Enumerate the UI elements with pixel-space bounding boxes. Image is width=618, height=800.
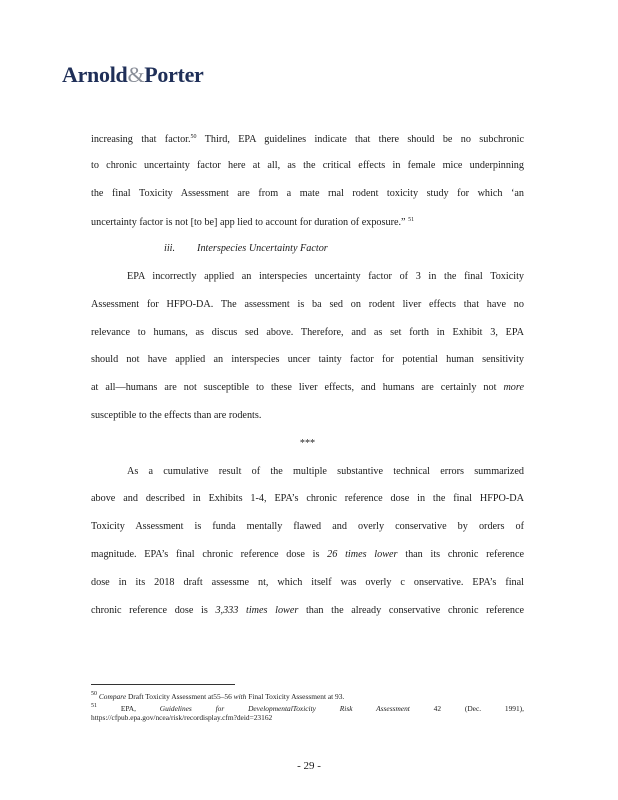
document-body (91, 124, 524, 624)
text-line: susceptible to the effects than are rodents. (91, 409, 262, 421)
paragraph-3 (91, 458, 524, 625)
firm-logo (62, 62, 204, 88)
section-heading-number: iii. (164, 243, 176, 255)
section-break: *** (299, 437, 316, 449)
text-line: chronic reference dose is 3,333 times lower than the already conservative chronic reference (91, 604, 524, 616)
footnote-51: $^{51}$ EPA, Guidelines for DevelopmentalToxicity Risk Assessment 42 (Dec. 1991), (91, 702, 524, 713)
text-line: magnitude. EPA’s final chronic reference dose is 26 times lower than its chronic reference (91, 548, 524, 560)
text-line: EPA incorrectly applied an interspecies uncertainty factor of 3 in the final Toxicity (127, 270, 524, 282)
emphasis-more: more (503, 382, 524, 394)
footnote-number: 51 (91, 702, 97, 709)
text-line: As a cumulative result of the multiple substantive technical errors summarized (127, 465, 524, 477)
paragraph-2 (91, 263, 524, 430)
footnote-divider (91, 684, 235, 685)
paragraph-1 (91, 124, 524, 235)
footnote-number: 50 (91, 691, 97, 697)
page-number: - 29 - (297, 760, 321, 772)
footnote-ref-50[interactable]: 50 (190, 134, 197, 140)
text-line: should not have applied an interspecies uncer tainty factor for potential human sensitivity (91, 354, 524, 366)
text-line: at all—humans are not susceptible to these liver effects, and humans are certainly not more (91, 382, 524, 394)
section-heading (91, 235, 524, 263)
text-line: the final Toxicity Assessment are from a mate rnal rodent toxicity study for which ‘an (91, 187, 524, 199)
text-line: dose in its 2018 draft assessme nt, which itself was overly c onservative. EPA’s final (91, 576, 524, 588)
logo-text-arnold: Arnold (62, 62, 128, 87)
text-line: increasing that factor.$^{50}$ Third, EPA guidelines indicate that there should be no subchronic (91, 134, 524, 145)
text-line: uncertainty factor is not [to be] app lied to account for duration of exposure.” $^{51}$ (91, 217, 415, 229)
text-line: relevance to humans, as discus sed above. Therefore, and as set forth in Exhibit 3, EPA (91, 326, 524, 338)
footnote-50: $^{50}$ Compare Draft Toxicity Assessment at55–56 with Final Toxicity Assessment at 93. (91, 691, 345, 701)
footnote-ref-51[interactable]: 51 (408, 217, 415, 224)
text-line: above and described in Exhibits 1-4, EPA’s chronic reference dose in the final HFPO-DA (91, 493, 524, 505)
text-line: Toxicity Assessment is funda mentally flawed and overly conservative by orders of (91, 521, 524, 533)
text-line: Assessment for HFPO-DA. The assessment is ba sed on rodent liver effects that have no (91, 298, 524, 310)
text-line: to chronic uncertainty factor here at all, as the critical effects in female mice underpinning (91, 159, 524, 171)
section-heading-title: Interspecies Uncertainty Factor (197, 243, 328, 255)
logo-ampersand: & (127, 62, 145, 87)
emphasis-26-times: 26 times lower (327, 548, 398, 560)
footnote-51-link[interactable]: https://cfpub.epa.gov/ncea/risk/recordisplay.cfm?deid=23162 (91, 713, 273, 722)
footnotes (91, 690, 524, 723)
logo-text-porter: Porter (144, 62, 204, 87)
emphasis-3333-times: 3,333 times lower (215, 604, 299, 616)
